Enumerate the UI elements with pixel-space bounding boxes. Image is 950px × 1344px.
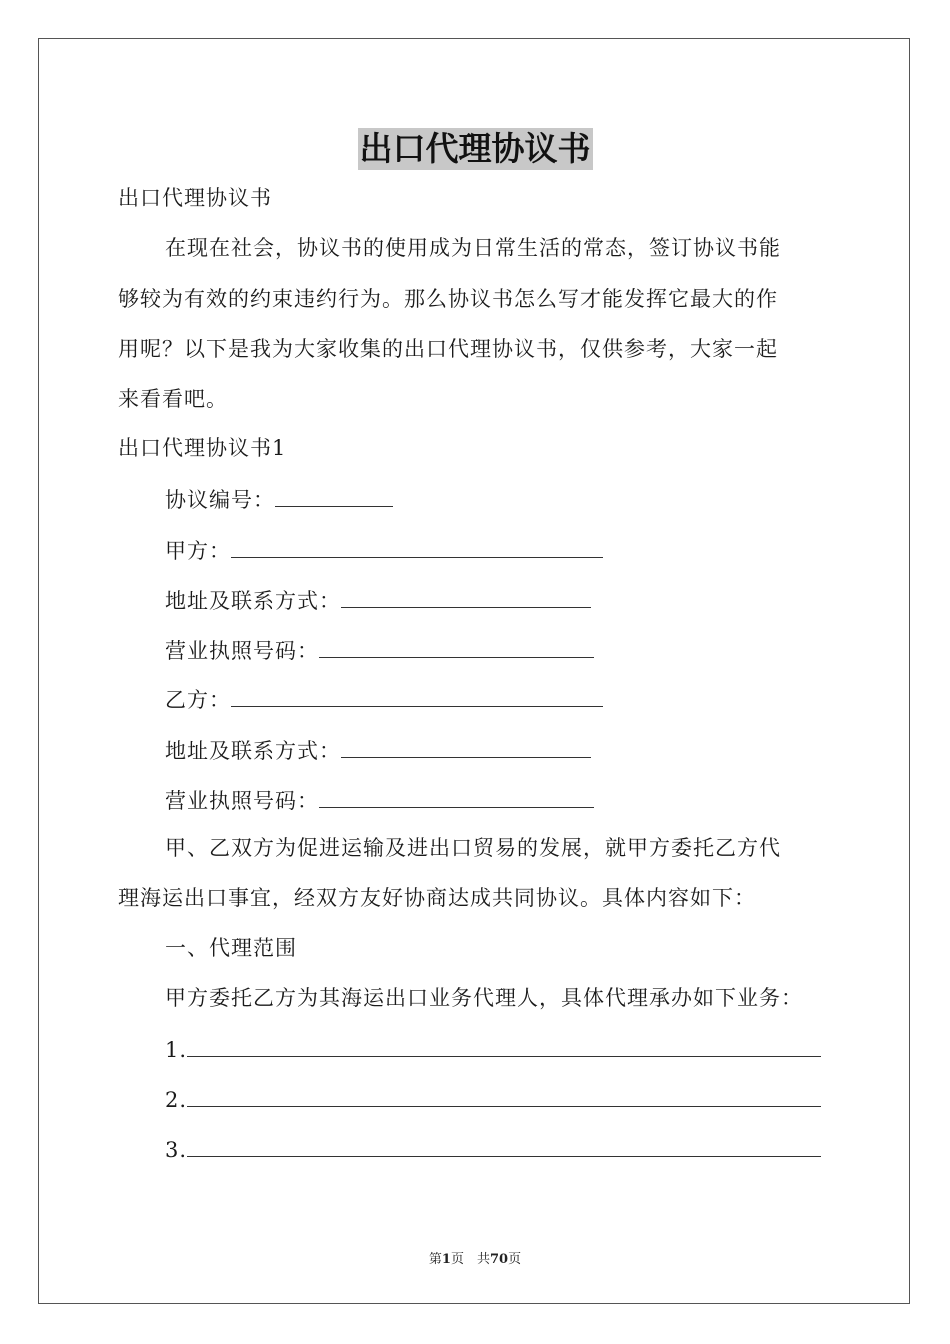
item-3-number: 3. <box>165 1138 188 1162</box>
party-b-blank <box>231 684 603 707</box>
agreement-no-blank <box>275 484 393 507</box>
party-a-license-label: 营业执照号码： <box>165 639 319 663</box>
document-title: 出口代理协议书 <box>359 129 591 168</box>
party-b-address-label: 地址及联系方式： <box>165 739 341 763</box>
section-heading: 出口代理协议书1 <box>118 436 287 460</box>
item-1-number: 1. <box>165 1038 188 1062</box>
footer-suffix: 页 <box>508 1252 522 1267</box>
clause-1-text: 甲方委托乙方为其海运出口业务代理人，具体代理承办如下业务： <box>165 986 803 1010</box>
party-a-license-field <box>165 635 594 665</box>
intro-line-2: 够较为有效的约束违约行为。那么协议书怎么写才能发挥它最大的作 <box>118 287 778 311</box>
item-2-number: 2. <box>165 1088 188 1112</box>
item-1-blank <box>187 1034 821 1057</box>
intro-line-4: 来看看吧。 <box>118 387 228 411</box>
item-3 <box>165 1134 821 1164</box>
party-b-label: 乙方： <box>165 688 231 712</box>
page-border <box>38 38 910 1304</box>
party-b-field <box>165 684 603 714</box>
item-1 <box>165 1034 821 1064</box>
footer-page-number: 1 <box>441 1252 451 1267</box>
agreement-no-label: 协议编号： <box>165 488 275 512</box>
item-2-blank <box>187 1084 821 1107</box>
intro-line-3: 用呢？以下是我为大家收集的出口代理协议书，仅供参考，大家一起 <box>118 337 778 361</box>
party-a-blank <box>231 535 603 558</box>
footer-total-pages: 70 <box>489 1252 509 1267</box>
party-b-license-field <box>165 785 594 815</box>
party-a-address-label: 地址及联系方式： <box>165 589 341 613</box>
party-a-field <box>165 535 603 565</box>
body-line-2: 理海运出口事宜，经双方友好协商达成共同协议。具体内容如下： <box>118 886 756 910</box>
intro-line-1: 在现在社会，协议书的使用成为日常生活的常态，签订协议书能 <box>165 236 781 260</box>
item-3-blank <box>187 1134 821 1157</box>
party-b-license-label: 营业执照号码： <box>165 789 319 813</box>
body-line-1: 甲、乙双方为促进运输及进出口贸易的发展，就甲方委托乙方代 <box>165 836 781 860</box>
party-a-address-field <box>165 585 591 615</box>
footer-prefix: 第 <box>428 1252 442 1267</box>
item-2 <box>165 1084 821 1114</box>
party-b-license-blank <box>319 785 594 808</box>
party-a-license-blank <box>319 635 594 658</box>
footer-mid: 页 共 <box>450 1252 490 1267</box>
party-a-address-blank <box>341 585 591 608</box>
party-a-label: 甲方： <box>165 539 231 563</box>
party-b-address-field <box>165 735 591 765</box>
party-b-address-blank <box>341 735 591 758</box>
clause-1-heading: 一、代理范围 <box>165 936 297 960</box>
agreement-no-field <box>165 484 393 514</box>
page-footer <box>0 1248 950 1267</box>
document-subtitle: 出口代理协议书 <box>118 186 272 210</box>
